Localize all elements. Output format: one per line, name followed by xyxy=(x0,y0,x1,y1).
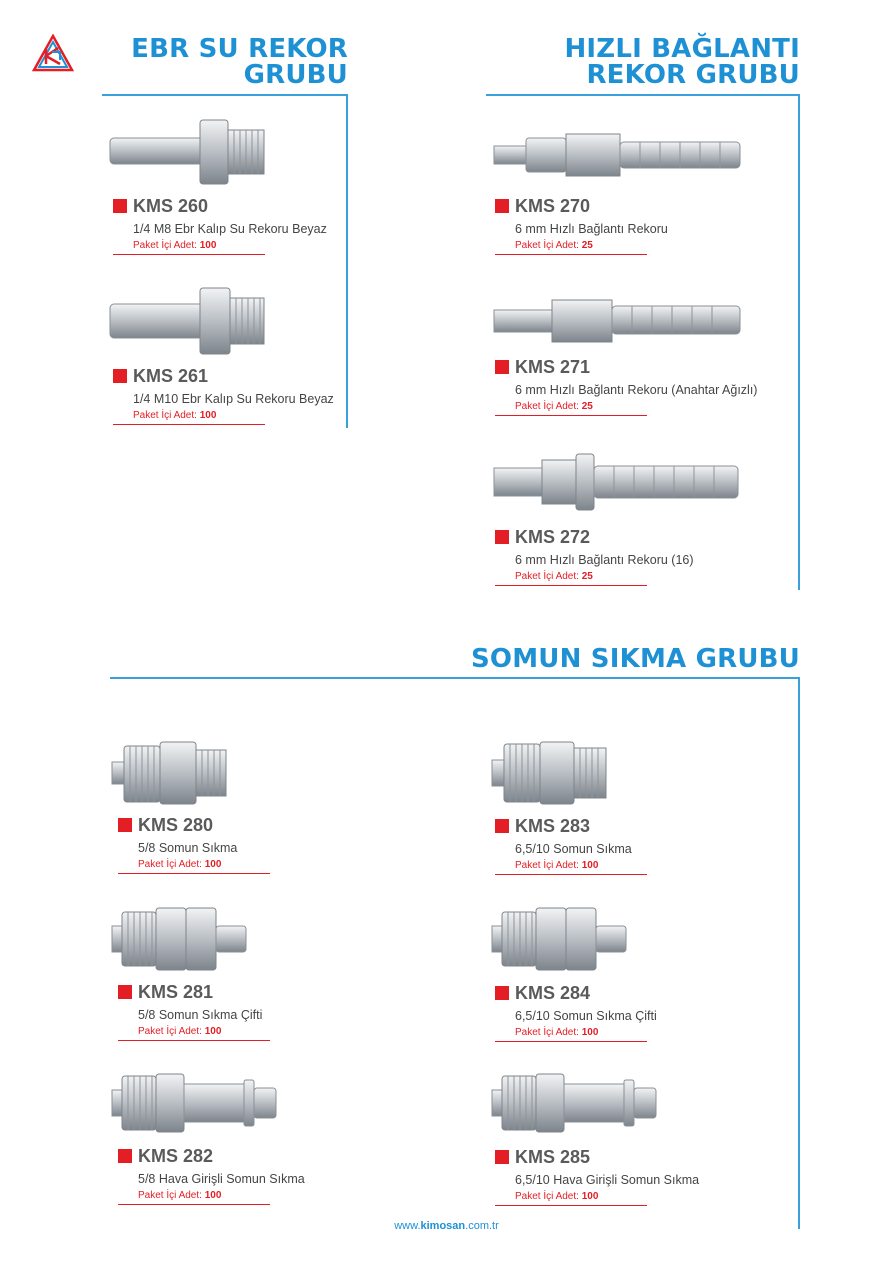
package-qty-value: 25 xyxy=(581,401,593,412)
product-kms-285 xyxy=(495,1147,755,1206)
package-qty-label: Paket İçi Adet: xyxy=(515,240,579,251)
package-qty-value: 25 xyxy=(581,571,593,582)
package-qty-label: Paket İçi Adet: xyxy=(515,1027,579,1038)
product-desc: 6,5/10 Somun Sıkma Çifti xyxy=(515,1009,657,1023)
package-qty-label: Paket İçi Adet: xyxy=(515,401,579,412)
package-underline xyxy=(495,874,647,875)
product-kms-261 xyxy=(113,366,373,425)
red-square-marker xyxy=(495,1150,509,1164)
product-desc: 5/8 Hava Girişli Somun Sıkma xyxy=(138,1172,305,1186)
hizli-side-rule xyxy=(798,94,800,590)
package-qty-label: Paket İçi Adet: xyxy=(515,1191,579,1202)
package-qty-label: Paket İçi Adet: xyxy=(515,571,579,582)
red-square-marker xyxy=(118,818,132,832)
package-qty xyxy=(515,860,755,871)
product-code xyxy=(113,366,373,386)
product-kms-282 xyxy=(118,1146,378,1205)
product-code xyxy=(495,527,755,547)
kms-284-image xyxy=(490,906,630,972)
product-kms-270 xyxy=(495,196,755,255)
product-desc: 6 mm Hızlı Bağlantı Rekoru (Anahtar Ağızlı) xyxy=(515,383,758,397)
kms-281-image xyxy=(110,906,250,972)
product-code xyxy=(118,982,378,1002)
package-underline xyxy=(118,1204,270,1205)
product-desc: 6,5/10 Hava Girişli Somun Sıkma xyxy=(515,1173,700,1187)
ebr-title-line2: GRUBU xyxy=(243,60,348,90)
package-underline xyxy=(118,873,270,874)
product-desc: 6 mm Hızlı Bağlantı Rekoru xyxy=(515,222,668,236)
package-qty-label: Paket İçi Adet: xyxy=(133,240,197,251)
brand-logo xyxy=(32,34,74,72)
product-code xyxy=(495,357,755,377)
hizli-section-title xyxy=(480,36,800,88)
product-desc: 6 mm Hızlı Bağlantı Rekoru (16) xyxy=(515,553,694,567)
package-underline xyxy=(495,415,647,416)
kms-261-image xyxy=(108,282,268,362)
package-qty xyxy=(515,1191,755,1202)
ebr-title-line1: EBR SU REKOR xyxy=(131,34,348,64)
package-qty-label: Paket İçi Adet: xyxy=(138,859,202,870)
package-qty-value: 100 xyxy=(581,1191,599,1202)
footer-prefix: www. xyxy=(394,1220,421,1232)
ebr-divider xyxy=(102,94,348,96)
kms-285-image xyxy=(490,1072,660,1134)
product-kms-271 xyxy=(495,356,758,416)
product-code-text: KMS 285 xyxy=(515,1146,591,1167)
product-code xyxy=(495,816,755,836)
red-square-marker xyxy=(495,986,509,1000)
somun-side-rule xyxy=(798,677,800,1229)
product-kms-281 xyxy=(118,982,378,1041)
package-underline xyxy=(495,1205,647,1206)
red-square-marker xyxy=(113,369,127,383)
product-code-text: KMS 283 xyxy=(515,815,591,836)
product-code xyxy=(113,196,373,216)
package-qty xyxy=(515,1027,755,1038)
hizli-title-line2: REKOR GRUBU xyxy=(586,60,800,90)
product-desc: 5/8 Somun Sıkma xyxy=(138,841,238,855)
product-desc: 6,5/10 Somun Sıkma xyxy=(515,842,632,856)
red-square-marker xyxy=(118,1149,132,1163)
package-qty-value: 100 xyxy=(204,1026,222,1037)
product-desc: 5/8 Somun Sıkma Çifti xyxy=(138,1008,263,1022)
product-kms-280 xyxy=(118,815,378,874)
kms-270-image xyxy=(490,128,746,182)
product-code-text: KMS 271 xyxy=(515,356,591,377)
hizli-title-line1: HIZLI BAĞLANTI xyxy=(564,34,800,64)
product-code xyxy=(118,815,378,835)
red-square-marker xyxy=(495,199,509,213)
package-qty xyxy=(515,571,755,582)
package-qty-label: Paket İçi Adet: xyxy=(138,1190,202,1201)
product-code xyxy=(118,1146,378,1166)
product-code-text: KMS 272 xyxy=(515,526,591,547)
package-qty-value: 100 xyxy=(581,860,599,871)
product-kms-284 xyxy=(495,983,755,1042)
package-qty-label: Paket İçi Adet: xyxy=(133,410,197,421)
red-square-marker xyxy=(113,199,127,213)
product-code-text: KMS 281 xyxy=(138,981,214,1002)
package-underline xyxy=(495,254,647,255)
product-desc: 1/4 M10 Ebr Kalıp Su Rekoru Beyaz xyxy=(133,392,334,406)
package-qty-value: 25 xyxy=(581,240,593,251)
product-kms-260 xyxy=(113,196,373,255)
package-qty-value: 100 xyxy=(199,240,217,251)
footer-brand: kimosan xyxy=(420,1220,466,1232)
package-qty xyxy=(133,240,373,251)
product-code xyxy=(495,1147,755,1167)
package-qty xyxy=(133,410,373,421)
package-underline xyxy=(113,254,265,255)
product-code-text: KMS 282 xyxy=(138,1145,214,1166)
package-underline xyxy=(113,424,265,425)
product-kms-283 xyxy=(495,816,755,875)
footer-website[interactable] xyxy=(0,1220,893,1232)
kms-272-image xyxy=(490,450,746,514)
hizli-divider xyxy=(486,94,800,96)
package-qty-label: Paket İçi Adet: xyxy=(515,860,579,871)
package-underline xyxy=(118,1040,270,1041)
product-code xyxy=(495,983,755,1003)
somun-title: SOMUN SIKMA GRUBU xyxy=(470,644,800,674)
package-qty xyxy=(138,1190,378,1201)
kms-260-image xyxy=(108,112,268,192)
ebr-section-title xyxy=(100,36,348,88)
product-code-text: KMS 284 xyxy=(515,982,591,1003)
product-code-text: KMS 280 xyxy=(138,814,214,835)
package-underline xyxy=(495,1041,647,1042)
somun-section-title xyxy=(400,646,800,672)
product-code-text: KMS 261 xyxy=(133,365,209,386)
package-qty xyxy=(515,401,755,412)
product-code-text: KMS 260 xyxy=(133,195,209,216)
package-underline xyxy=(495,585,647,586)
product-code xyxy=(495,196,755,216)
package-qty xyxy=(138,1026,378,1037)
package-qty-value: 100 xyxy=(204,1190,222,1201)
product-code-text: KMS 270 xyxy=(515,195,591,216)
kms-280-image xyxy=(110,738,230,808)
package-qty xyxy=(515,240,755,251)
somun-divider xyxy=(110,677,800,679)
product-desc: 1/4 M8 Ebr Kalıp Su Rekoru Beyaz xyxy=(133,222,327,236)
package-qty-value: 100 xyxy=(204,859,222,870)
kms-271-image xyxy=(490,294,746,348)
package-qty xyxy=(138,859,378,870)
package-qty-value: 100 xyxy=(199,410,217,421)
package-qty-value: 100 xyxy=(581,1027,599,1038)
package-qty-label: Paket İçi Adet: xyxy=(138,1026,202,1037)
red-square-marker xyxy=(495,530,509,544)
footer-suffix: .com.tr xyxy=(465,1220,499,1232)
red-square-marker xyxy=(118,985,132,999)
red-square-marker xyxy=(495,819,509,833)
kms-282-image xyxy=(110,1072,280,1134)
product-kms-272 xyxy=(495,527,755,586)
red-square-marker xyxy=(495,360,509,374)
kms-283-image xyxy=(490,738,610,808)
